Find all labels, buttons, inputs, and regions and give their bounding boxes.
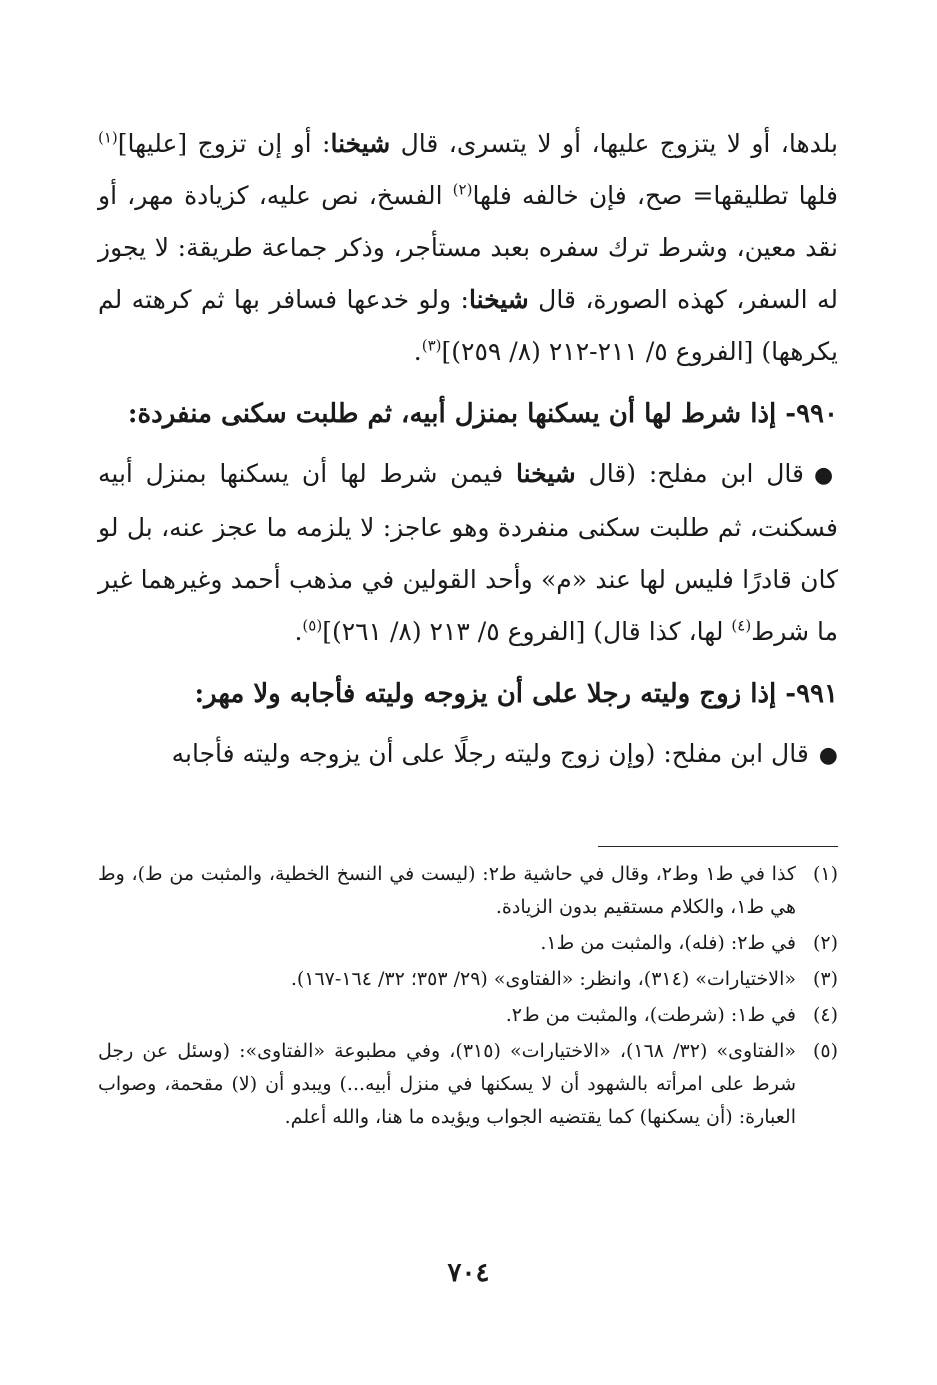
footnote-ref[interactable]: (٢)	[452, 180, 473, 199]
paragraph-3	[98, 728, 838, 782]
text-run: فيمن شرط لها أن يسكنها بمنزل أبيه فسكنت، ثم طلبت سكنى منفردة وهو عاجز: لا يلزمه ما عجز عنه، بل لو كان قادرًا فليس لها عند «م» وأحد القولين في مذهب أحمد وغيرهما غير ما شرط	[98, 459, 838, 646]
footnote-ref[interactable]: (٤)	[731, 616, 752, 635]
paragraph-2	[98, 448, 838, 658]
text-run: : ولو خدعها فسافر بها ثم كرهته لم يكرهها) [الفروع ٥/ ٢١١-٢١٢ (٨/ ٢٥٩)]	[98, 285, 838, 366]
text-run: قال ابن مفلح: (وإن زوج وليته رجلًا على أن يزوجه وليته فأجابه	[171, 739, 809, 768]
text-run: : أو إن تزوج [عليها]	[117, 129, 331, 158]
footnote-number: (٢)	[812, 932, 838, 954]
footnote-4	[98, 999, 838, 1032]
footnote-separator	[598, 846, 838, 847]
footnote-number: (١)	[812, 863, 838, 885]
main-text	[98, 118, 838, 782]
footnote-text: «الاختيارات» (٣١٤)، وانظر: «الفتاوى» (٢٩/ ٣٥٣؛ ٣٢/ ١٦٤-١٦٧).	[290, 968, 796, 990]
footnote-2	[98, 927, 838, 960]
sheikh-term: شيخنا	[515, 459, 576, 488]
footnote-number: (٤)	[812, 1004, 838, 1026]
footnote-number: (٥)	[812, 1040, 838, 1062]
page-number: ٧٠٤	[447, 1258, 490, 1288]
footnote-1	[98, 858, 838, 924]
footnote-5	[98, 1035, 838, 1134]
text-run: لها، كذا قال) [الفروع ٥/ ٢١٣ (٨/ ٢٦١)]	[322, 617, 732, 646]
footnote-text: كذا في ط١ وط٢، وقال في حاشية ط٢: (ليست في النسخ الخطية، والمثبت من ط)، وط هي ط١، والكلام مستقيم بدون الزيادة.	[98, 863, 796, 918]
sheikh-term: شيخنا	[330, 129, 391, 158]
section-heading-991: ٩٩١- إذا زوج وليته رجلا على أن يزوجه وليته فأجابه ولا مهر:	[194, 679, 838, 709]
footnote-text: في ط٢: (فله)، والمثبت من ط١.	[540, 932, 796, 954]
footnote-number: (٣)	[812, 968, 838, 990]
text-run: فلها تطليقها= صح، فإن خالفه فلها	[472, 181, 838, 210]
text-run: قال ابن مفلح: (قال	[575, 459, 804, 488]
footnote-ref[interactable]: (١)	[98, 128, 118, 147]
footnote-ref[interactable]: (٥)	[302, 616, 323, 635]
footnotes	[98, 858, 838, 1137]
bullet-icon: ●	[813, 463, 838, 488]
sheikh-term: شيخنا	[468, 285, 529, 314]
paragraph-1	[98, 118, 838, 378]
footnote-3	[98, 963, 838, 996]
text-run: .	[294, 617, 303, 646]
bullet-icon: ●	[818, 743, 838, 768]
text-run: الفسخ، نص عليه، كزيادة مهر، أو نقد معين، وشرط ترك سفره بعبد مستأجر، وذكر جماعة طريقة: لا يجوز له السفر، كهذه الصورة، قال	[98, 181, 839, 314]
footnote-text: في ط١: (شرطت)، والمثبت من ط٢.	[505, 1004, 796, 1026]
footnote-ref[interactable]: (٣)	[421, 336, 442, 355]
text-run: بلدها، أو لا يتزوج عليها، أو لا يتسرى، قال	[390, 129, 838, 158]
footnote-text: «الفتاوى» (٣٢/ ١٦٨)، «الاختيارات» (٣١٥)، وفي مطبوعة «الفتاوى»: (وسئل عن رجل شرط على امرأته بالشهود أن لا يسكنها في منزل أبيه...) ويبدو أن (لا) مقحمة، وصواب العبارة: (أن يسكنها) كما يقتضيه الجواب ويؤيده ما هنا، والله أعلم.	[98, 1040, 796, 1128]
text-run: .	[413, 337, 422, 366]
section-heading-990: ٩٩٠- إذا شرط لها أن يسكنها بمنزل أبيه، ثم طلبت سكنى منفردة:	[127, 399, 838, 429]
